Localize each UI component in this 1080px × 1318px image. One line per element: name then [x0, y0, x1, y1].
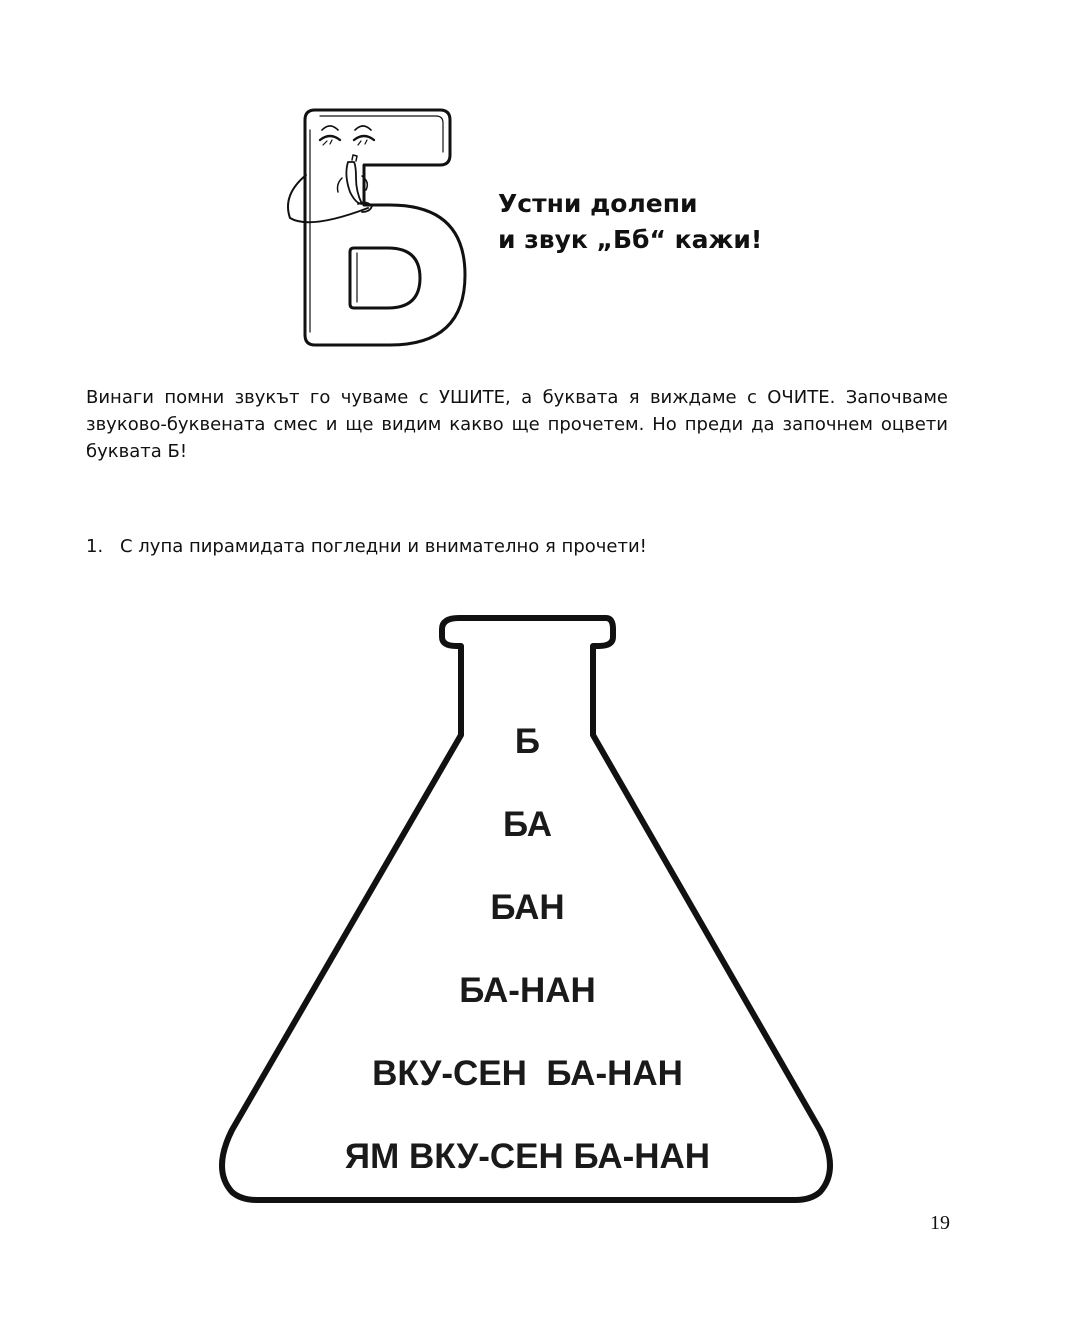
- pyramid-line: БА: [502, 805, 553, 844]
- letter-b-character-illustration: [270, 100, 480, 355]
- pyramid-line: ЯМ ВКУ-СЕН БА-НАН: [344, 1137, 711, 1176]
- activity-heading: [498, 186, 898, 258]
- pyramid-line: БА-НАН: [459, 971, 596, 1010]
- pyramid-line: БАН: [490, 888, 565, 927]
- pyramid-line: Б: [514, 722, 541, 761]
- pyramid-line: ВКУ-СЕН БА-НАН: [372, 1054, 683, 1093]
- page-number: 19: [930, 1212, 950, 1234]
- intro-paragraph: Винаги помни звукът го чуваме с УШИТЕ, а буквата я виждаме с ОЧИТЕ. Започваме звуково-буквената смес и ще видим какво ще прочетем. Но преди да започнем оцвети буквата Б!: [86, 387, 948, 462]
- task-number: 1.: [86, 536, 104, 557]
- syllable-pyramid: [215, 700, 840, 1198]
- task-text: С лупа пирамидата погледни и внимателно я прочети!: [120, 536, 647, 557]
- task-instruction: [86, 533, 948, 560]
- heading-line-1: Устни долепи: [498, 189, 698, 218]
- heading-line-2: и звук „Бб“ кажи!: [498, 225, 763, 254]
